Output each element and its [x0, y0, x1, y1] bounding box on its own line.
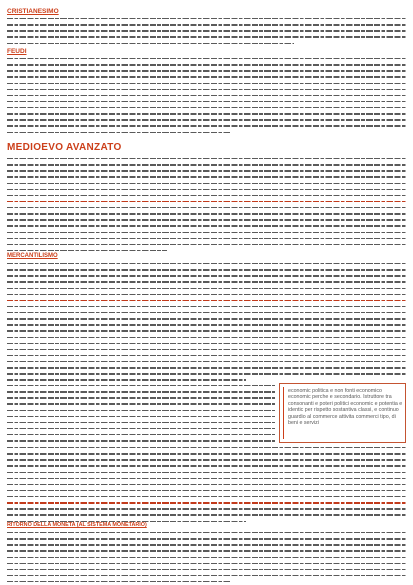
paragraph-medioevo-avanzato	[7, 156, 406, 254]
paragraph-mercantilismo-left	[7, 383, 275, 444]
section-heading-feudi: FEUDI	[7, 48, 27, 55]
section-heading-ritorno-moneta: RITORNO DELLA MONETA (AL SISTEMA MONETARIO)	[7, 522, 147, 528]
paragraph-mercantilismo-full	[7, 261, 406, 384]
paragraph-mercantilismo-continued	[7, 445, 406, 525]
side-note-text: economic politica e non fonti economico economic perche e secondario. Istruttore tra consonanti e poteri politici economic e potentia e identic per rispetto sostantiva classi, e continuo guardio al commerce attivita commerci tipo, di beni e servizi	[288, 388, 403, 427]
paragraph-ritorno-moneta	[7, 530, 406, 585]
section-heading-medioevo-avanzato: MEDIOEVO AVANZATO	[7, 142, 122, 153]
section-heading-cristianesimo: CRISTIANESIMO	[7, 8, 59, 15]
paragraph-feudi	[7, 56, 406, 136]
side-note-rule	[283, 387, 284, 439]
side-note-box	[279, 383, 406, 443]
section-heading-mercantilismo: MERCANTILISMO	[7, 253, 58, 259]
paragraph-cristianesimo	[7, 16, 406, 47]
